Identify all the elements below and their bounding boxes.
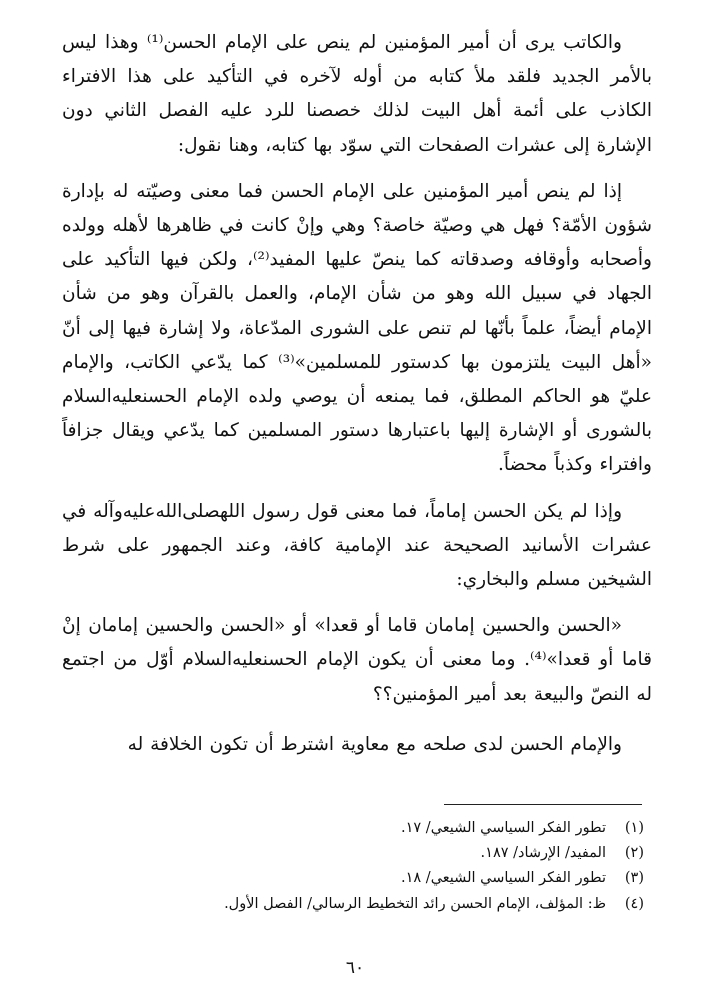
footnote: [62, 816, 644, 841]
page-number: ٦٠: [345, 958, 365, 978]
footnote-text: ظ: المؤلف، الإمام الحسن رائد التخطيط الرسالي/ الفصل الأول.: [224, 895, 606, 912]
footnote-text: تطور الفكر السياسي الشيعي/ ١٧.: [401, 820, 606, 836]
footnote-text: تطور الفكر السياسي الشيعي/ ١٨.: [401, 870, 606, 887]
footnote-number: (٣): [624, 870, 644, 887]
body-text: [62, 26, 652, 762]
paragraph: والكاتب يرى أن أمير المؤمنين لم ينص على الإمام الحسن⁽¹⁾ وهذا ليس بالأمر الجديد فلقد ملأ كتابه من أوله لآخره في التأكيد على هذا الافتراء الكاذب على أئمة أهل البيت لذلك خصصنا للرد عليه الفصل الثاني دون الإشارة إلى عشرات الصفحات التي سوّد بها كتابه، وهنا نقول:: [62, 32, 652, 156]
footnote: [62, 892, 644, 917]
footnotes-list: [62, 816, 644, 917]
footnote: [62, 866, 644, 891]
paragraph: «الحسن والحسين إمامان قاما أو قعدا» أو «الحسن والحسين إمامان إنْ قاما أو قعدا»⁽⁴⁾. وما معنى أن يكون الإمام الحسنعليه‌السلام أوّل من اجتمع له النصّ والبيعة بعد أمير المؤمنين؟؟: [62, 615, 653, 705]
footnote-number: (١): [624, 820, 644, 836]
footnote-divider: [444, 804, 642, 805]
footnote-text: المفيد/ الإرشاد/ ١٨٧.: [480, 845, 606, 862]
paragraph: إذا لم ينص أمير المؤمنين على الإمام الحسن فما معنى وصيّته له بإدارة شؤون الأمّة؟ فهل هي وصيّة خاصة؟ وهي وإنْ كانت في ظاهرها لأهله وولده وأصحابه وأوقافه وصدقاته كما ينصّ عليها المفيد⁽²⁾، ولكن فيها التأكيد على الجهاد في سبيل الله وهو من شأن الإمام، والعمل بالقرآن وهو من شأن الإمام أيضاً، علماً بأنّها لم تنص على الشورى المدّعاة، ولا إشارة فيها إلى أنّ «أهل البيت يلتزمون بها كدستور للمسلمين»⁽³⁾ كما يدّعي الكاتب، والإمام عليّ هو الحاكم المطلق، فما يمنعه أن يوصي ولده الإمام الحسنعليه‌السلام بالشورى أو الإشارة إليها باعتبارها دستور المسلمين كما يدّعي ويقال جزافاً وافتراء وكذباً محضاً.: [62, 180, 652, 476]
paragraph: وإذا لم يكن الحسن إماماً، فما معنى قول رسول اللهصلى‌الله‌عليه‌وآله في عشرات الأسانيد الصحيحة عند الإمامية كافة، وعند الجمهور على شرط الشيخين مسلم والبخاري:: [62, 500, 652, 591]
footnote-number: (٤): [624, 895, 644, 912]
paragraph: والإمام الحسن لدى صلحه مع معاوية اشترط أن تكون الخلافة له: [127, 733, 622, 755]
footnote-number: (٢): [624, 845, 644, 862]
footnote: [62, 841, 644, 866]
